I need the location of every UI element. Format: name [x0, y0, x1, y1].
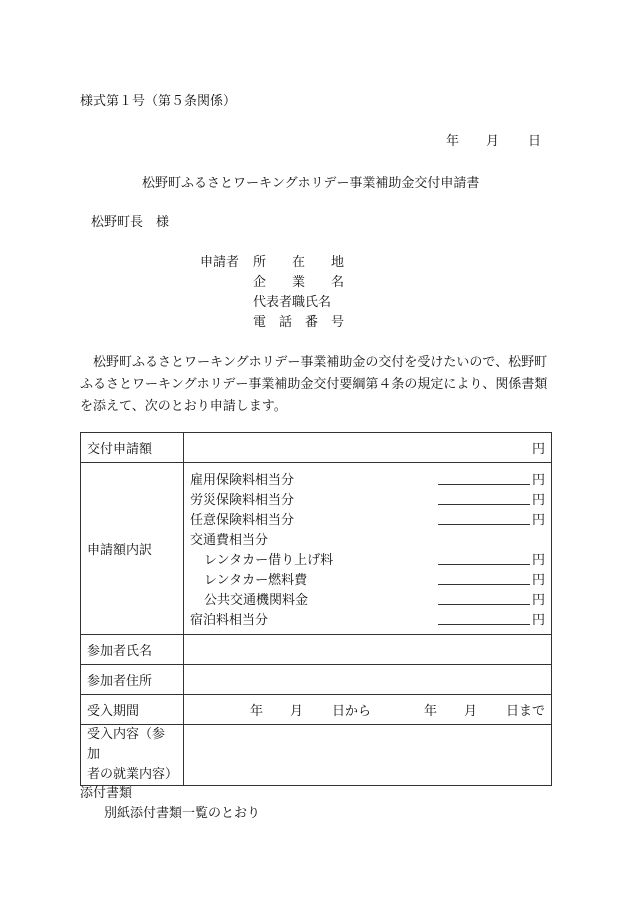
- breakdown-yen: 円: [531, 573, 545, 588]
- attachments-body: 別紙添付書類一覧のとおり: [104, 806, 261, 821]
- breakdown-item: [190, 589, 545, 609]
- breakdown-amount-blank[interactable]: [438, 572, 530, 585]
- content-label: [81, 725, 184, 786]
- breakdown-amount-blank[interactable]: [438, 512, 530, 525]
- application-table: [80, 432, 552, 786]
- form-number: 様式第１号（第５条関係）: [80, 94, 237, 109]
- breakdown-item-name: 雇用保険料相当分: [190, 473, 295, 488]
- breakdown-yen: 円: [531, 493, 545, 508]
- breakdown-label: 申請額内訳: [81, 463, 184, 635]
- participant-address-cell[interactable]: [184, 665, 552, 695]
- breakdown-item: [190, 609, 545, 629]
- period-label: 受入期間: [81, 695, 184, 725]
- participant-name-cell[interactable]: [184, 635, 552, 665]
- amount-yen: 円: [531, 442, 545, 457]
- document-title: 松野町ふるさとワーキングホリデー事業補助金交付申請書: [142, 176, 480, 191]
- content-label-line-2: 者の就業内容）: [87, 767, 179, 782]
- breakdown-item: [190, 469, 545, 489]
- breakdown-item: [190, 529, 545, 549]
- participant-name-label: 参加者氏名: [81, 635, 184, 665]
- amount-label: 交付申請額: [81, 433, 184, 463]
- amount-value-cell[interactable]: [184, 433, 552, 463]
- breakdown-amount-blank[interactable]: [438, 552, 530, 565]
- breakdown-item-name: 任意保険料相当分: [190, 513, 295, 528]
- breakdown-item-name: 交通費相当分: [190, 533, 269, 548]
- applicant-field-phone: 電 話 番 号: [253, 315, 345, 330]
- breakdown-item: [190, 489, 545, 509]
- breakdown-item: [190, 569, 545, 589]
- date-month: 月: [486, 134, 500, 149]
- applicant-field-address: 所 在 地: [253, 255, 345, 270]
- period-month-1: 月: [289, 704, 303, 719]
- date-line: [446, 134, 541, 150]
- breakdown-amount-blank[interactable]: [438, 612, 530, 625]
- table-row-participant-name: [81, 635, 552, 665]
- breakdown-amount-blank[interactable]: [438, 592, 530, 605]
- period-until: 日まで: [505, 704, 545, 719]
- breakdown-amount-blank[interactable]: [438, 472, 530, 485]
- attachments-title: 添付書類: [80, 786, 133, 801]
- period-year-1: 年: [249, 704, 263, 719]
- applicant-field-representative: 代表者職氏名: [253, 295, 332, 310]
- table-row-participant-address: [81, 665, 552, 695]
- applicant-label: 申請者: [200, 255, 240, 270]
- breakdown-yen: 円: [531, 513, 545, 528]
- breakdown-item-name: レンタカー借り上げ料: [204, 553, 334, 568]
- breakdown-yen: 円: [531, 613, 545, 628]
- breakdown-cell: [184, 463, 552, 635]
- period-year-2: 年: [423, 704, 437, 719]
- addressee: 松野町長 様: [91, 215, 170, 230]
- content-label-line-1: 受入内容（参加: [87, 727, 166, 762]
- breakdown-yen: 円: [531, 593, 545, 608]
- breakdown-item-name: レンタカー燃料費: [204, 573, 308, 588]
- participant-address-label: 参加者住所: [81, 665, 184, 695]
- breakdown-item: [190, 549, 545, 569]
- period-line: [190, 700, 545, 719]
- breakdown-yen: 円: [531, 553, 545, 568]
- period-from: 日から: [331, 704, 371, 719]
- breakdown-item-name: 宿泊料相当分: [190, 613, 269, 628]
- date-year: 年: [446, 134, 460, 149]
- breakdown-amount-blank[interactable]: [438, 492, 530, 505]
- breakdown-item-name: 労災保険料相当分: [190, 493, 295, 508]
- table-row-amount: [81, 433, 552, 463]
- breakdown-item-name: 公共交通機関料金: [204, 593, 309, 608]
- breakdown-item: [190, 509, 545, 529]
- date-day: 日: [528, 134, 542, 149]
- table-row-content: [81, 725, 552, 786]
- breakdown-yen: 円: [531, 473, 545, 488]
- period-cell[interactable]: [184, 695, 552, 725]
- breakdown-list: [190, 469, 545, 629]
- body-text: 松野町ふるさとワーキングホリデー事業補助金の交付を受けたいので、松野町ふるさとワーキングホリデー事業補助金交付要綱第４条の規定により、関係書類を添えて、次のとおり申請します。: [80, 355, 548, 414]
- table-row-breakdown: [81, 463, 552, 635]
- period-month-2: 月: [463, 704, 477, 719]
- content-cell[interactable]: [184, 725, 552, 786]
- applicant-field-company: 企 業 名: [253, 275, 345, 290]
- table-row-period: [81, 695, 552, 725]
